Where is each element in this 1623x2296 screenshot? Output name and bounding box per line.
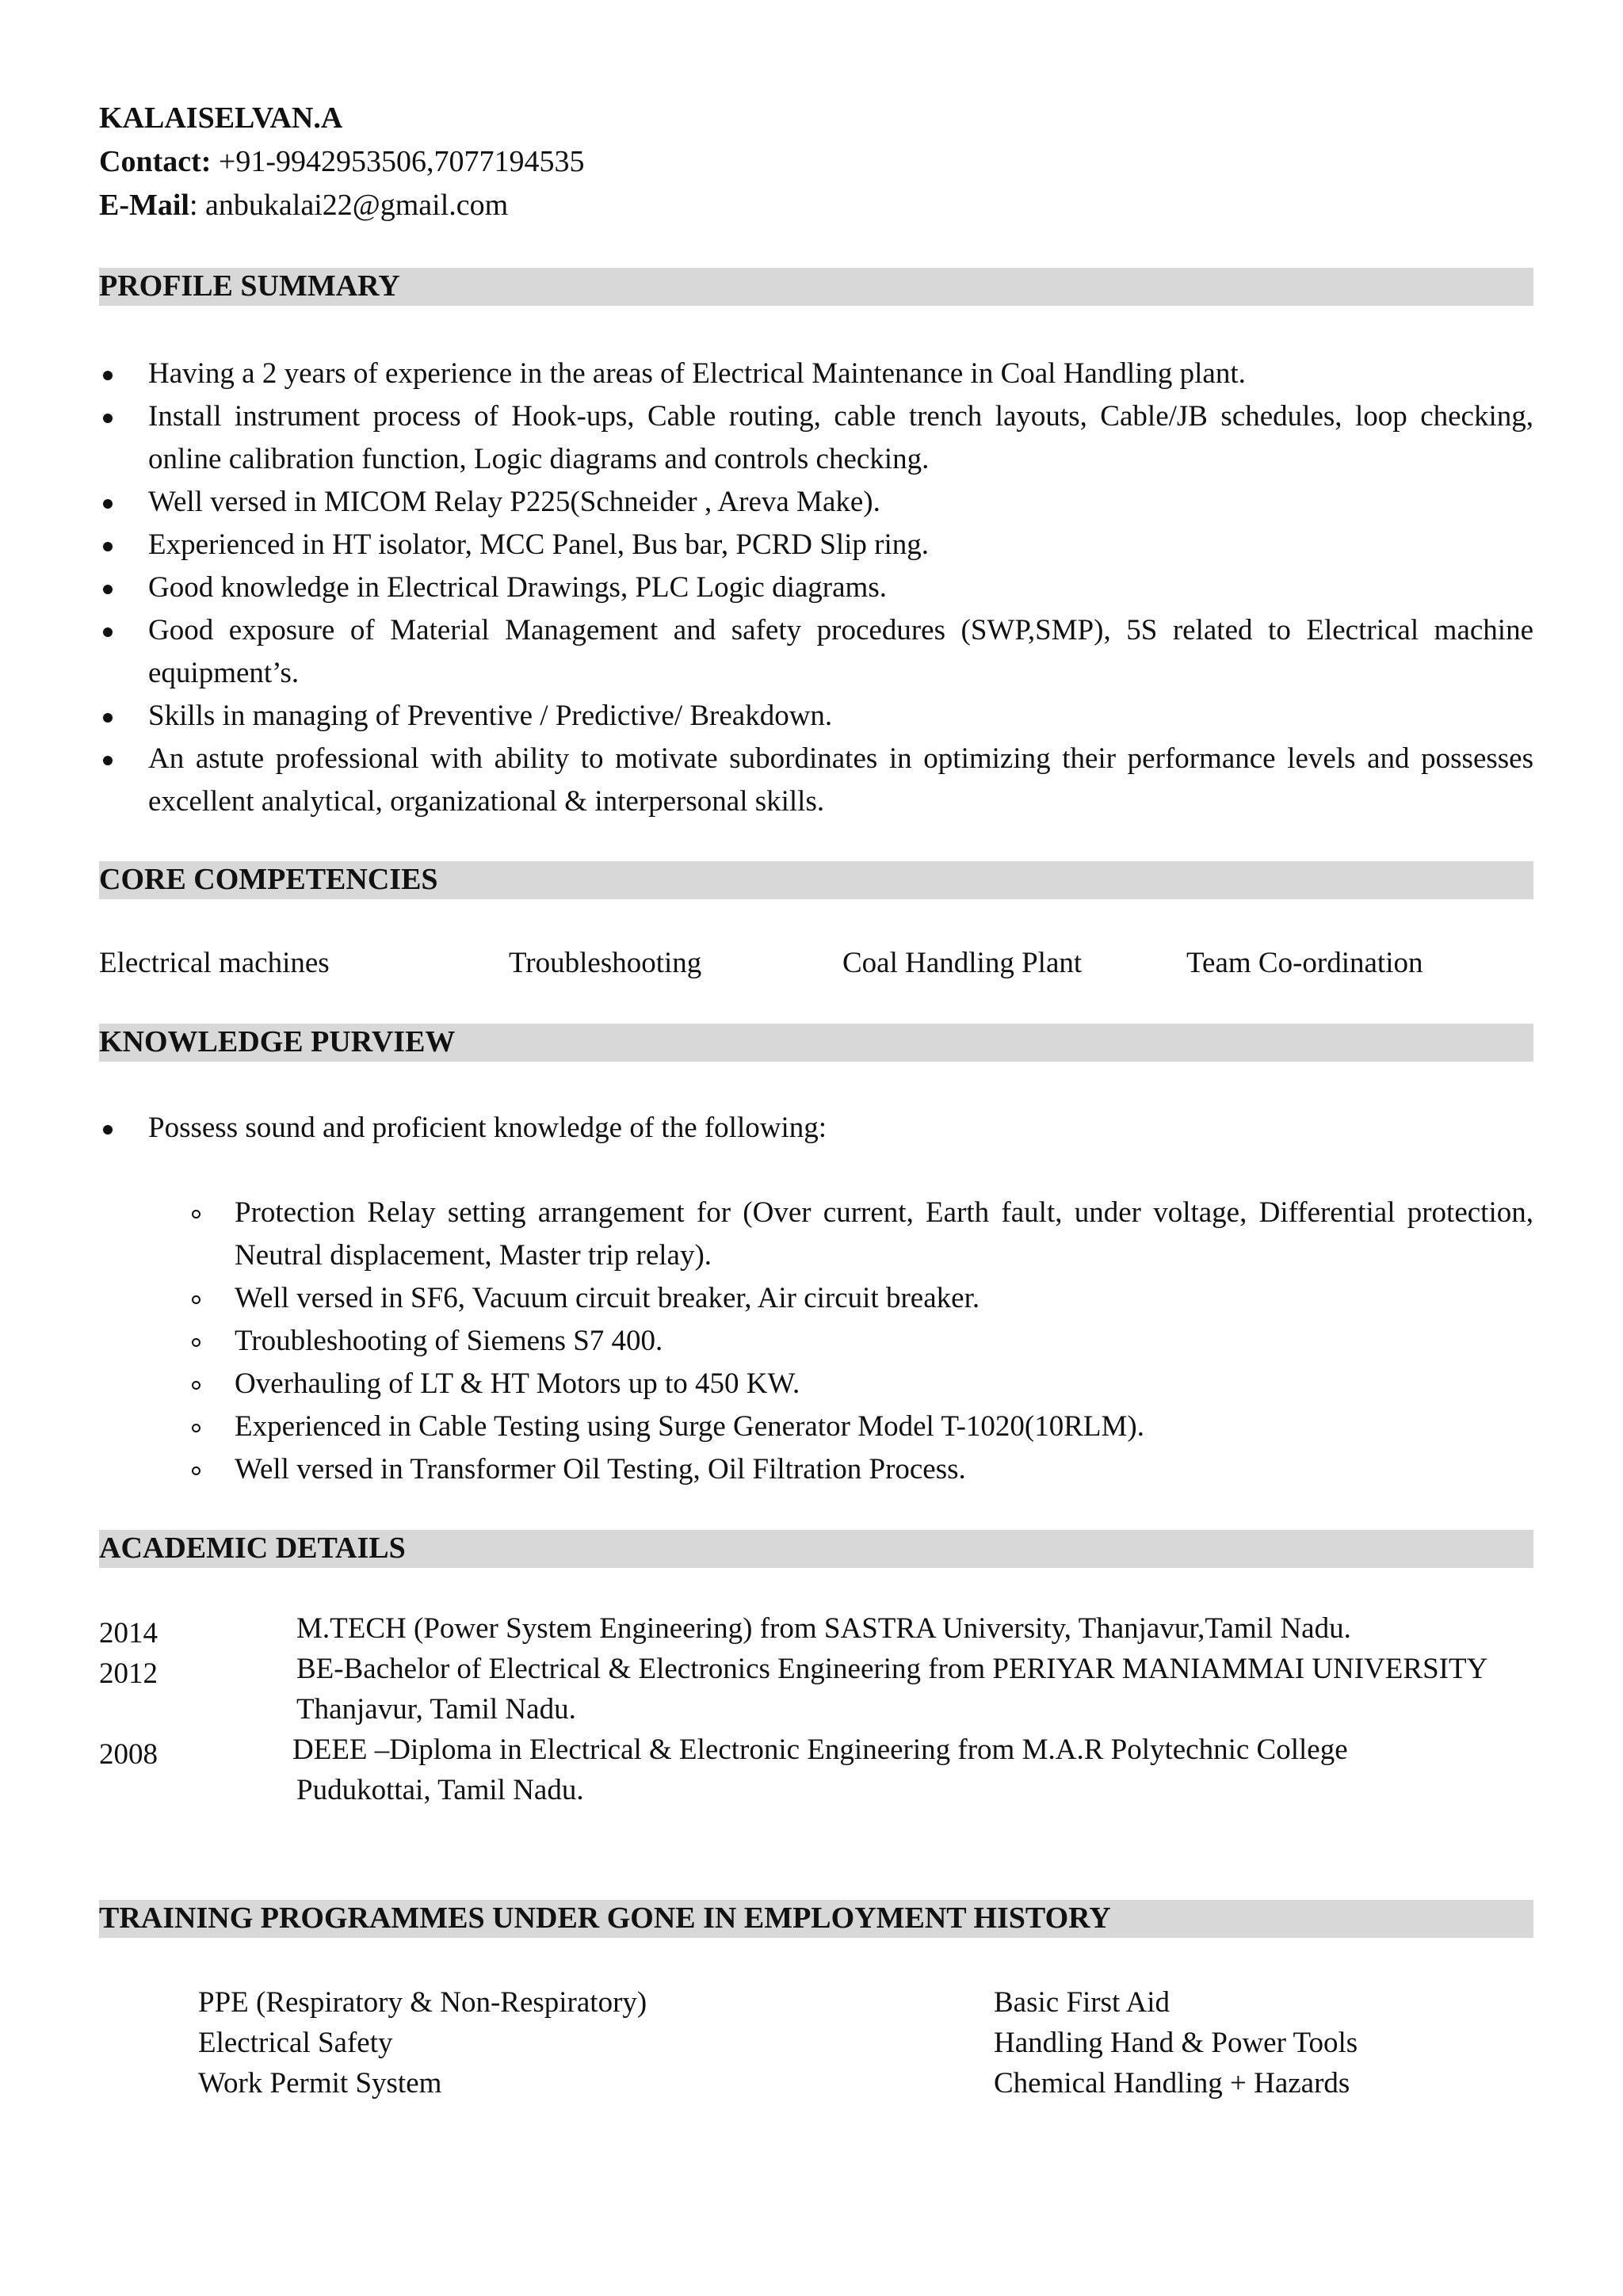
section-title: PROFILE SUMMARY <box>99 269 400 303</box>
core-competencies-header <box>99 861 1533 899</box>
contact-line <box>99 147 585 177</box>
list-item: Electrical Safety <box>198 2027 393 2059</box>
list-item: Experienced in HT isolator, MCC Panel, Bus bar, PCRD Slip ring. <box>99 524 1533 566</box>
list-item: Having a 2 years of experience in the areas of Electrical Maintenance in Coal Handling plant. <box>99 353 1533 395</box>
bullet-icon <box>103 713 113 723</box>
contact-phones: +91-9942953506,7077194535 <box>211 145 585 178</box>
training-list-right <box>994 1982 1358 2103</box>
profile-summary-list <box>99 353 1533 823</box>
contact-label: Contact: <box>99 145 212 178</box>
knowledge-sublist <box>190 1192 1533 1491</box>
list-item: Well versed in Transformer Oil Testing, Oil Filtration Process. <box>190 1448 1533 1491</box>
list-item: Work Permit System <box>198 2067 442 2100</box>
section-title: ACADEMIC DETAILS <box>99 1531 406 1565</box>
list-item: Possess sound and proficient knowledge of the following: <box>99 1107 1533 1150</box>
section-title: TRAINING PROGRAMMES UNDER GONE IN EMPLOYMENT HISTORY <box>99 1901 1111 1935</box>
section-title: CORE COMPETENCIES <box>99 863 438 896</box>
academic-description: BE-Bachelor of Electrical & Electronics Engineering from PERIYAR MANIAMMAI UNIVERSITY Thanjavur, Tamil Nadu. <box>296 1653 1488 1726</box>
list-item: Handling Hand & Power Tools <box>994 2027 1358 2059</box>
knowledge-purview-header <box>99 1024 1533 1062</box>
list-item: Skills in managing of Preventive / Predictive/ Breakdown. <box>99 695 1533 738</box>
list-item: Troubleshooting of Siemens S7 400. <box>190 1320 1533 1363</box>
competency-item: Team Co-ordination <box>1186 947 1423 979</box>
academic-description: M.TECH (Power System Engineering) from SASTRA University, Thanjavur,Tamil Nadu. <box>296 1612 1351 1645</box>
list-item: Protection Relay setting arrangement for (Over current, Earth fault, under voltage, Differential protection, Neutral displacement, Master trip relay). <box>190 1192 1533 1277</box>
competency-item: Coal Handling Plant <box>842 947 1083 979</box>
list-item: Install instrument process of Hook-ups, Cable routing, cable trench layouts, Cable/JB schedules, loop checking, online calibration function, Logic diagrams and controls checking. <box>99 395 1533 481</box>
bullet-icon <box>103 585 113 594</box>
knowledge-intro-list <box>99 1107 1533 1150</box>
circle-bullet-icon <box>192 1466 200 1475</box>
training-list-left <box>198 1982 647 2103</box>
bullet-icon <box>103 414 113 423</box>
bullet-icon <box>103 756 113 765</box>
list-item: PPE (Respiratory & Non-Respiratory) <box>198 1986 647 2019</box>
academic-year: 2014 <box>99 1617 158 1650</box>
list-item: Well versed in MICOM Relay P225(Schneider , Areva Make). <box>99 481 1533 524</box>
list-item: An astute professional with ability to motivate subordinates in optimizing their performance levels and possesses excellent analytical, organizational & interpersonal skills. <box>99 738 1533 823</box>
profile-summary-header <box>99 268 1533 306</box>
circle-bullet-icon <box>192 1295 200 1304</box>
academic-description: DEEE –Diploma in Electrical & Electronic Engineering from M.A.R Polytechnic College Pudukottai, Tamil Nadu. <box>292 1733 1348 1806</box>
bullet-icon <box>103 1125 113 1135</box>
academic-details-header <box>99 1530 1533 1568</box>
circle-bullet-icon <box>192 1210 200 1219</box>
circle-bullet-icon <box>192 1424 200 1432</box>
competency-item: Electrical machines <box>99 947 330 979</box>
email-line <box>99 190 508 220</box>
bullet-icon <box>103 627 113 637</box>
bullet-icon <box>103 542 113 551</box>
list-item: Overhauling of LT & HT Motors up to 450 KW. <box>190 1363 1533 1405</box>
circle-bullet-icon <box>192 1338 200 1347</box>
email-label: E-Mail <box>99 189 189 222</box>
circle-bullet-icon <box>192 1381 200 1390</box>
list-item: Good knowledge in Electrical Drawings, PLC Logic diagrams. <box>99 566 1533 609</box>
bullet-icon <box>103 499 113 509</box>
academic-year: 2012 <box>99 1657 158 1690</box>
list-item: Chemical Handling + Hazards <box>994 2067 1350 2100</box>
competency-item: Troubleshooting <box>509 947 702 979</box>
section-title: KNOWLEDGE PURVIEW <box>99 1025 456 1058</box>
email-address: : anbukalai22@gmail.com <box>189 189 509 222</box>
list-item: Basic First Aid <box>994 1986 1170 2019</box>
training-header <box>99 1900 1533 1938</box>
bullet-icon <box>103 371 113 380</box>
academic-year: 2008 <box>99 1738 158 1771</box>
list-item: Well versed in SF6, Vacuum circuit breaker, Air circuit breaker. <box>190 1277 1533 1320</box>
list-item: Experienced in Cable Testing using Surge Generator Model T-1020(10RLM). <box>190 1405 1533 1448</box>
list-item: Good exposure of Material Management and safety procedures (SWP,SMP), 5S related to Electrical machine equipment’s. <box>99 609 1533 695</box>
candidate-name: KALAISELVAN.A <box>99 101 343 135</box>
